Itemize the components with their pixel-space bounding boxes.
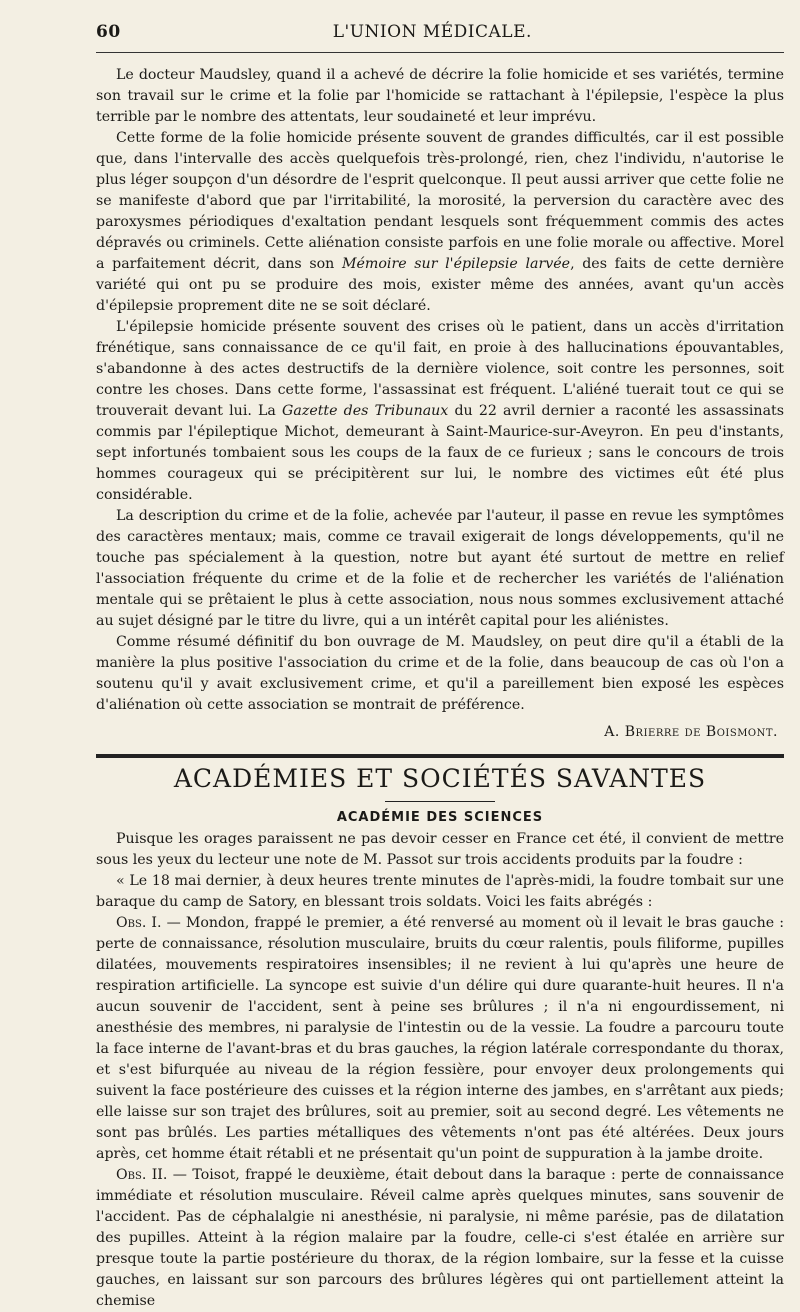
observation-text: — Toisot, frappé le deuxième, était debout dans la baraque : perte de connaissance immédiate et résolution musculaire. Réveil calme après quelques minutes, sans souvenir de l'accident. Pas de céphalalgie ni anesthésie, ni paralysie, ni même parésie, pas de dilatation des pupilles. Atteint à la région malaire par la foudre, celle-ci s'est étalée en arrière sur presque toute la partie postérieure du thorax, de la région lombaire, sur la fesse et la cuisse gauches, en laissant sur son parcours des brûlures légères qui ont partiellement atteint la chemise	[96, 1167, 784, 1309]
paragraph: Comme résumé définitif du bon ouvrage de M. Maudsley, on peut dire qu'il a établi de la manière la plus positive l'association du crime et de la folie, dans beaucoup de cas où l'on a soutenu qu'il y avait exclusivement crime, et qu'il a pareillement bien exposé les espèces d'aliénation où cette association se montrait de préférence.	[96, 634, 784, 713]
observation-label: Obs. I.	[116, 915, 162, 931]
paragraph-text: Cette forme de la folie homicide présente souvent de grandes difficultés, car il est possible que, dans l'intervalle des accès quelquefois très-prolongé, rien, chez l'individu, n'autorise le plus léger soupçon d'un désordre de l'esprit quelconque. Il peut aussi arriver que cette folie ne se manifeste d'abord que par l'irritabilité, la morosité, la perversion du caractère avec des paroxysmes périodiques d'exaltation pendant lesquels sont fréquemment commis des actes dépravés ou criminels. Cette aliénation consiste parfois en une folie morale ou affective. Morel a parfaitement décrit, dans son	[96, 130, 784, 272]
italic-title: Mémoire sur l'épilepsie larvée	[341, 256, 571, 272]
section-subtitle: ACADÉMIE DES SCIENCES	[336, 810, 544, 825]
paragraph	[96, 317, 784, 506]
academy-section	[96, 764, 784, 1312]
italic-title: Gazette des Tribunaux	[282, 403, 449, 419]
quote-paragraph: « Le 18 mai dernier, à deux heures trente minutes de l'après-midi, la foudre tombait sur une baraque du camp de Satory, en blessant trois soldats. Voici les faits abrégés :	[96, 873, 784, 910]
observation-1	[96, 913, 784, 1165]
observation-label: Obs. II.	[116, 1167, 168, 1183]
journal-title: L'UNION MÉDICALE.	[332, 22, 532, 42]
paragraph-text: du 22 avril dernier a raconté les assassinats commis par l'épileptique Michot, demeurant à Saint-Maurice-sur-Aveyron. En peu d'instants, sept infortunés tombaient sous les coups de la faux de ce furieux ; sans le concours de trois hommes courageux qui se précipitèrent sur lui, le nombre des victimes eût été plus considérable.	[96, 403, 785, 503]
paragraph-text: , des faits de cette dernière variété qui ont pu se produire des mois, exister même des années, avant qu'un accès d'épilepsie proprement dite ne se soit déclaré.	[96, 256, 784, 314]
page-header	[96, 22, 784, 42]
page-number: 60	[96, 22, 121, 42]
article-body	[96, 65, 784, 740]
page	[96, 22, 784, 1312]
observation-text: — Mondon, frappé le premier, a été renversé au moment où il levait le bras gauche : perte de connaissance, résolution musculaire, bruits du cœur ralentis, pouls filiforme, pupilles dilatées, mouvements respiratoires insensibles; il ne revient à lui qu'après une heure de respiration artificielle. La syncope est suivie d'un délire qui dure quarante-huit heures. Il n'a aucun souvenir de l'accident, sent à peine ses brûlures ; il n'a ni engourdissement, ni anesthésie des membres, ni paralysie de l'intestin ou de la vessie. La foudre a parcouru toute la face interne de l'avant-bras et du bras gauches, la région latérale correspondante du thorax, et s'est bifurquée au niveau de la région fessière, pour envoyer deux prolongements qui suivent la face postérieure des cuisses et la région interne des jambes, en s'arrêtant aux pieds; elle laisse sur son trajet des brûlures, soit au premier, soit au second degré. Les vêtements ne sont pas brûlés. Les parties métalliques des vêtements n'ont pas été altérées. Deux jours après, cet homme était rétabli et ne présentait qu'un point de suppuration à la jambe droite.	[96, 915, 784, 1162]
paragraph: Le docteur Maudsley, quand il a achevé de décrire la folie homicide et ses variétés, termine son travail sur le crime et la folie par l'homicide se rattachant à l'épilepsie, l'espèce la plus terrible par le nombre des attentats, leur soudaineté et leur imprévu.	[96, 67, 784, 125]
author-signature: A. Brierre de Boismont.	[604, 724, 778, 740]
section-divider	[96, 754, 784, 758]
header-rule	[96, 52, 784, 53]
observation-2	[96, 1165, 784, 1312]
paragraph-text: L'épilepsie homicide présente souvent des crises où le patient, dans un accès d'irritation frénétique, sans connaissance de ce qu'il fait, en proie à des hallucinations épouvantables, s'abandonne à des actes destructifs de la dernière violence, soit contre les personnes, soit contre les choses. Dans cette forme, l'assassinat est fréquent. L'aliéné tuerait tout ce qui se trouverait devant lui. La	[96, 319, 784, 419]
paragraph	[96, 128, 784, 317]
paragraph: Puisque les orages paraissent ne pas devoir cesser en France cet été, il convient de mettre sous les yeux du lecteur une note de M. Passot sur trois accidents produits par la foudre :	[96, 831, 784, 868]
title-rule	[385, 801, 495, 802]
section-title: ACADÉMIES ET SOCIÉTÉS SAVANTES	[173, 764, 707, 793]
paragraph: La description du crime et de la folie, achevée par l'auteur, il passe en revue les symptômes des caractères mentaux; mais, comme ce travail exigerait de longs développements, qu'il ne touche pas spécialement à la question, notre but ayant été surtout de mettre en relief l'association fréquente du crime et de la folie et de rechercher les variétés de l'aliénation mentale qui se prêtaient le plus à cette association, nous nous sommes exclusivement attaché au sujet désigné par le titre du livre, qui a un intérêt capital pour les aliénistes.	[96, 508, 784, 629]
